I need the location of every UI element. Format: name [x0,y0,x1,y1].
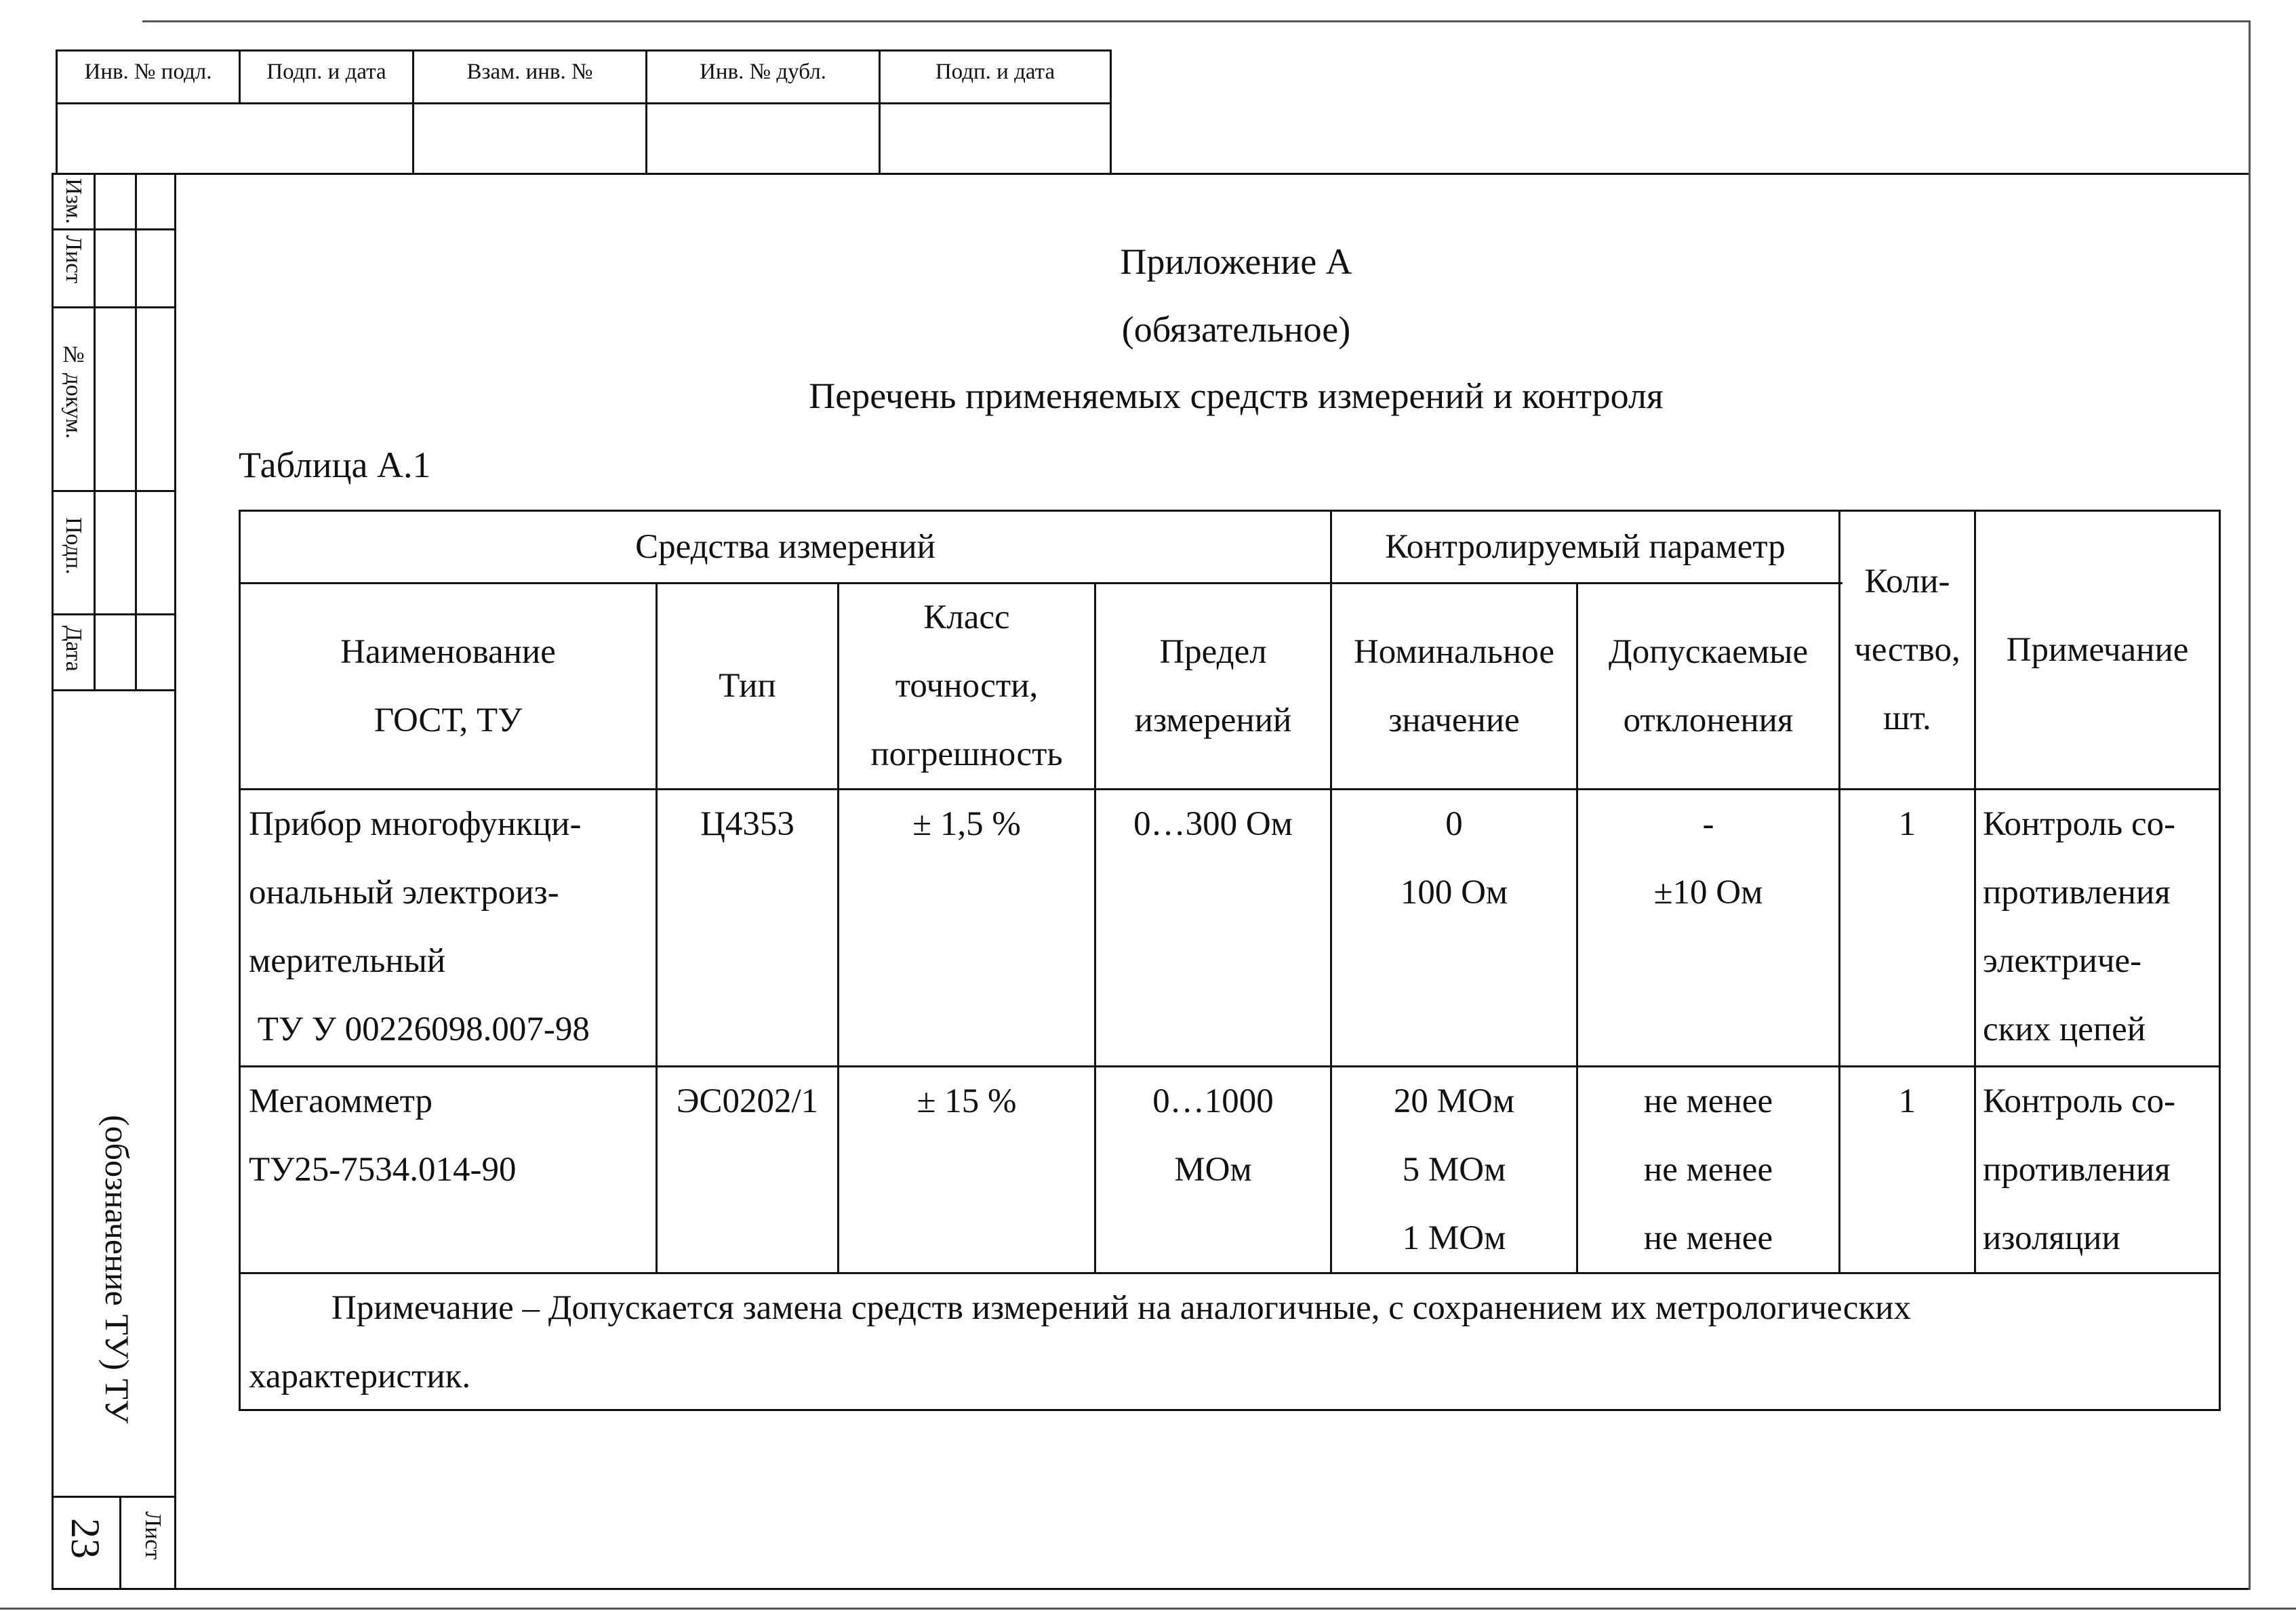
header-text: Наименование [340,632,556,671]
header-text: отклонения [1623,701,1794,739]
side-stamp-row-line [52,689,176,691]
cell-line: 20 МОм [1393,1082,1515,1120]
row1-class: ± 1,5 % [912,805,1021,843]
cell-line: не менее [1643,1082,1773,1120]
top-stamp-label: Взам. инв. № [466,60,593,84]
cell-line: ±10 Ом [1653,874,1763,912]
cell-line: ских цепей [1983,1010,2146,1048]
appendix-heading: Приложение А [1120,241,1352,282]
top-stamp [56,49,1112,175]
header-text: Коли- [1864,562,1950,600]
row2-type: ЭС0202/1 [676,1082,819,1120]
header-text: Класс [923,598,1010,636]
header-text: Допускаемые [1608,632,1809,671]
side-stamp-row-line [52,228,176,230]
cell-line: Мегаомметр [249,1082,432,1120]
cell-line: Контроль со- [1983,805,2176,843]
header-col-type [658,584,837,788]
cell-line: 0 [1445,805,1463,843]
top-stamp-label: Инв. № подл. [84,60,212,84]
top-stamp-label: Подп. и дата [266,60,386,84]
header-group-param [1332,512,1838,582]
header-col-note [1976,512,2219,788]
page-title: Перечень применяемых средств измерений и контроля [809,375,1664,416]
header-text: измерений [1134,701,1292,739]
header-text: Тип [719,667,776,705]
doc-designation: (обозначение ТУ) ТУ [98,1115,136,1424]
header-text: погрешность [870,735,1063,773]
side-label-doc: № докум. [61,342,86,439]
cell-line: не менее [1643,1219,1773,1257]
cell-line: 1 МОм [1402,1219,1506,1257]
cell-line: 5 МОм [1402,1151,1506,1189]
header-text: Примечание [2006,630,2189,669]
header-text: Номинальное [1353,632,1555,671]
cell-line: Прибор многофункци- [249,805,582,843]
cell-line: противления [1983,1151,2171,1189]
row1-note [1976,790,2219,1064]
appendix-status: (обязательное) [1121,309,1351,350]
footnote-line: Примечание – Допускается замена средств измерений на аналогичные, с сохранением их метрологических [331,1289,1911,1327]
header-group-measuring [241,512,1330,582]
top-stamp-cell-3 [414,52,647,173]
cell-line: 100 Ом [1400,874,1508,912]
top-stamp-cell-4 [647,52,881,173]
side-label-list: Лист [61,235,86,284]
cell-line: 0…300 Ом [1133,805,1293,843]
cell-line: ТУ25-7534.014-90 [249,1151,517,1189]
header-col-name [241,584,656,788]
side-stamp-sheet-divider [119,1496,121,1590]
cell-line: МОм [1174,1151,1252,1189]
row2-limit [1096,1067,1330,1204]
header-text: значение [1388,701,1520,739]
side-label-izm: Изм. [61,178,86,224]
cell-line: противления [1983,874,2171,912]
header-col-qty [1840,512,1974,788]
header-text: ГОСТ, ТУ [374,701,523,739]
header-col-class [839,584,1094,788]
cell-line: электриче- [1983,942,2142,980]
header-col-limit [1096,584,1330,788]
sheet-number: 23 [63,1518,108,1559]
header-text: Средства измерений [635,527,935,566]
header-col-nominal [1332,584,1576,788]
row1-qty: 1 [1898,805,1916,843]
table-footnote [241,1274,2219,1411]
top-stamp-label: Инв. № дубл. [700,60,826,84]
table-caption: Таблица А.1 [239,445,431,485]
header-col-tolerance [1578,584,1838,788]
top-stamp-cell-5 [881,52,1110,173]
cell-line: - [1702,805,1714,843]
cell-line: изоляции [1983,1219,2120,1257]
header-text: шт. [1883,699,1931,737]
row1-nominal [1332,790,1576,927]
header-text: точности, [895,667,1039,705]
row1-tolerance [1578,790,1838,927]
side-stamp-sheet-line [52,1496,176,1498]
outer-top-line [142,20,2251,22]
row1-type: Ц4353 [700,805,794,843]
cell-line: Контроль со- [1983,1082,2176,1120]
row2-name [241,1067,656,1204]
top-stamp-cell-1 [58,52,241,102]
cell-line: ТУ У 00226098.007-98 [249,1010,590,1048]
row2-tolerance [1578,1067,1838,1273]
side-stamp-row-line [52,490,176,492]
side-label-date: Дата [61,626,86,672]
cell-line: мерительный [249,942,446,980]
row1-limit [1096,790,1330,859]
row2-nominal [1332,1067,1576,1273]
cell-line: ональный электроиз- [249,874,559,912]
header-text: Контролируемый параметр [1385,527,1786,566]
row2-note [1976,1067,2219,1273]
sheet-label: Лист [140,1511,165,1560]
cell-line: не менее [1643,1151,1773,1189]
side-label-sign: Подп. [61,517,86,575]
header-text: чество, [1854,630,1960,669]
footnote-line: характеристик. [249,1357,471,1395]
top-stamp-label: Подп. и дата [935,60,1055,84]
side-stamp-row-line [52,613,176,615]
row2-qty: 1 [1898,1082,1916,1120]
instruments-table [239,510,2221,1411]
outer-bottom-line [0,1608,2296,1610]
cell-line: 0…1000 [1152,1082,1274,1120]
header-text: Предел [1159,632,1267,671]
row2-class: ± 15 % [917,1082,1017,1120]
top-stamp-cell-2 [241,52,414,173]
row1-name [241,790,656,1064]
